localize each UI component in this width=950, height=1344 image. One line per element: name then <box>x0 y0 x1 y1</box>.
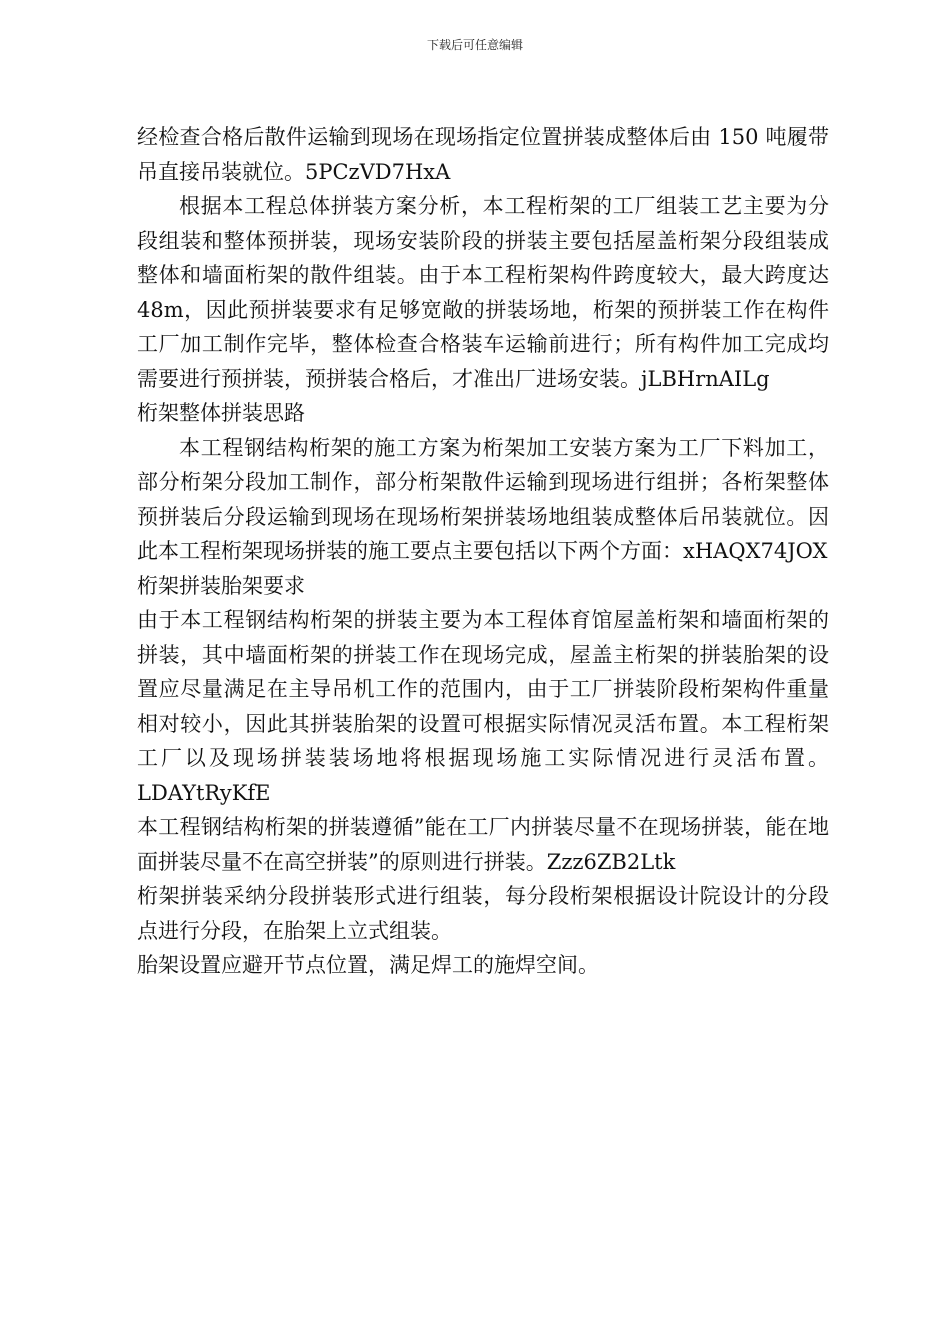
section-heading-jig-requirements: 桁架拼装胎架要求 <box>137 573 305 598</box>
paragraph-2: 根据本工程总体拼装方案分析，本工程桁架的工厂组装工艺主要为分段组装和整体预拼装，现场安装阶段的拼装主要包括屋盖桁架分段组装成整体和墙面桁架的散件组装。由于本工程桁架构件跨度较大，最大跨度达 48m，因此预拼装要求有足够宽敞的拼装场地，桁架的预拼装工作在构件工厂加工制作完毕，整体检查合格装车运输前进行；所有构件加工完成均需要进行预拼装，预拼装合格后，才准出厂进场安装。jLBHrnAILg <box>137 194 829 391</box>
paragraph-5: 本工程钢结构桁架的拼装遵循”能在工厂内拼装尽量不在现场拼装，能在地面拼装尽量不在高空拼装”的原则进行拼装。Zzz6ZB2Ltk <box>137 815 829 874</box>
paragraph-1: 经检查合格后散件运输到现场在现场指定位置拼装成整体后由 150 吨履带吊直接吊装就位。5PCzVD7HxA <box>137 125 829 184</box>
paragraph-7: 胎架设置应避开节点位置，满足焊工的施焊空间。 <box>137 953 599 977</box>
page-header: 下载后可任意编辑 <box>426 38 523 52</box>
paragraph-3: 本工程钢结构桁架的施工方案为桁架加工安装方案为工厂下料加工，部分桁架分段加工制作，部分桁架散件运输到现场进行组拼；各桁架整体预拼装后分段运输到现场在现场桁架拼装场地组装成整体后吊装就位。因此本工程桁架现场拼装的施工要点主要包括以下两个方面：xHAQX74JOX <box>137 435 829 563</box>
document-body <box>137 120 829 983</box>
paragraph-6: 桁架拼装采纳分段拼装形式进行组装，每分段桁架根据设计院设计的分段点进行分段，在胎架上立式组装。 <box>137 884 829 943</box>
paragraph-4: 由于本工程钢结构桁架的拼装主要为本工程体育馆屋盖桁架和墙面桁架的拼装，其中墙面桁架的拼装工作在现场完成，屋盖主桁架的拼装胎架的设置应尽量满足在主导吊机工作的范围内，由于工厂拼装阶段桁架构件重量相对较小，因此其拼装胎架的设置可根据实际情况灵活布置。本工程桁架工厂以及现场拼装装场地将根据现场施工实际情况进行灵活布置。LDAYtRyKfE <box>137 608 829 805</box>
section-heading-assembly-approach: 桁架整体拼装思路 <box>137 401 305 425</box>
